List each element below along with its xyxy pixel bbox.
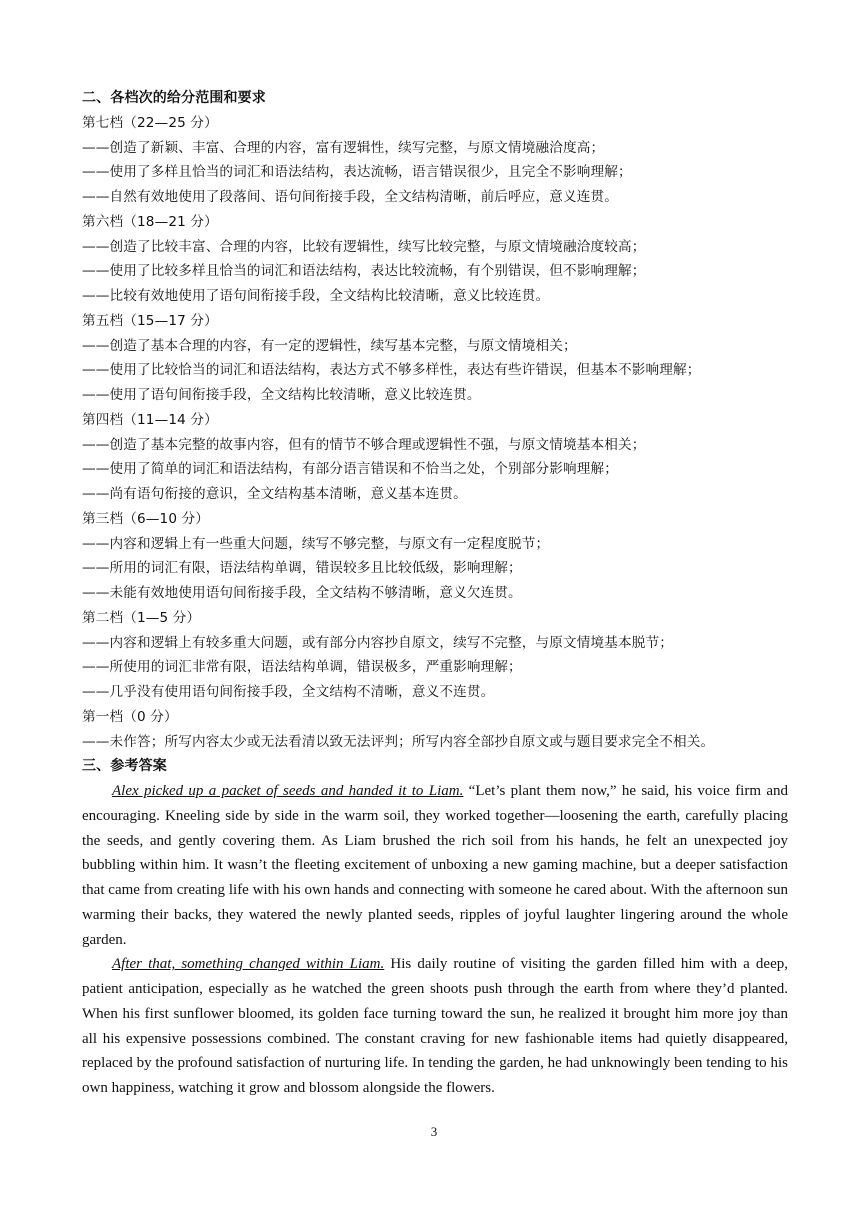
criterion-line: ——未作答；所写内容太少或无法看清以致无法评判；所写内容全部抄自原文或与题目要求完全不相关。 (82, 733, 715, 750)
band-7 (82, 111, 788, 210)
band-2 (82, 606, 788, 705)
band-4 (82, 408, 788, 507)
answer-paragraph-2 (82, 952, 788, 1101)
criterion-line: ——使用了语句间衔接手段，全文结构比较清晰，意义比较连贯。 (82, 387, 481, 403)
criterion-line: ——内容和逻辑上有一些重大问题，续写不够完整，与原文有一定程度脱节； (82, 535, 550, 552)
criterion-line: ——内容和逻辑上有较多重大问题，或有部分内容抄自原文，续写不完整，与原文情境基本脱节； (82, 634, 673, 651)
band-label: 第三档（6—10 分） (82, 510, 210, 527)
band-label: 第五档（15—17 分） (82, 312, 218, 329)
criterion-line: ——使用了多样且恰当的词汇和语法结构，表达流畅，语言错误很少，且完全不影响理解； (82, 164, 632, 181)
document-page (82, 86, 788, 1101)
criterion-line: ——创造了比较丰富、合理的内容，比较有逻辑性，续写比较完整，与原文情境融洽度较高； (82, 238, 646, 255)
criterion-line: ——使用了比较恰当的词汇和语法结构，表达方式不够多样性，表达有些许错误，但基本不影响理解； (82, 362, 701, 379)
band-label: 第二档（1—5 分） (82, 609, 201, 626)
criterion-line: ——比较有效地使用了语句间衔接手段，全文结构比较清晰，意义比较连贯。 (82, 288, 550, 304)
band-label: 第一档（0 分） (82, 708, 178, 725)
criterion-line: ——自然有效地使用了段落间、语句间衔接手段，全文结构清晰，前后呼应，意义连贯。 (82, 189, 619, 205)
criterion-line: ——使用了简单的词汇和语法结构，有部分语言错误和不恰当之处，个别部分影响理解； (82, 461, 619, 478)
paragraph-lead-sentence: Alex picked up a packet of seeds and handed it to Liam. (112, 783, 464, 799)
band-label: 第七档（22—25 分） (82, 114, 218, 131)
criterion-line: ——所用的词汇有限，语法结构单调，错误较多且比较低级，影响理解； (82, 560, 522, 577)
criterion-line: ——所使用的词汇非常有限，语法结构单调，错误极多，严重影响理解； (82, 659, 522, 676)
answer-paragraph-1 (82, 779, 788, 952)
band-1 (82, 705, 788, 755)
criterion-line: ——尚有语句衔接的意识，全文结构基本清晰，意义基本连贯。 (82, 486, 467, 502)
paragraph-body: His daily routine of visiting the garden filled him with a deep, patient anticipation, especially as he watched the green shoots push through the earth from where they’d planted. When his first sunflower bloomed, its golden face turning toward the sun, he realized it brought him more joy than all his expensive possessions combined. The constant craving for new fashionable items had quietly disappeared, replaced by the profound satisfaction of nurturing life. In tending the garden, he had unknowingly been tending to his own happiness, watching it grow and blossom alongside the flowers. (82, 956, 788, 1096)
criterion-line: ——创造了基本完整的故事内容，但有的情节不够合理或逻辑性不强，与原文情境基本相关； (82, 436, 646, 453)
criterion-line: ——创造了新颖、丰富、合理的内容，富有逻辑性，续写完整，与原文情境融洽度高； (82, 139, 605, 156)
criterion-line: ——未能有效地使用语句间衔接手段，全文结构不够清晰，意义欠连贯。 (82, 585, 522, 601)
band-label: 第四档（11—14 分） (82, 411, 218, 428)
criterion-line: ——使用了比较多样且恰当的词汇和语法结构，表达比较流畅，有个别错误，但不影响理解； (82, 263, 646, 280)
band-label: 第六档（18—21 分） (82, 213, 218, 230)
section-3-title: 三、参考答案 (82, 758, 167, 775)
band-5 (82, 309, 788, 408)
paragraph-body: “Let’s plant them now,” he said, his voice firm and encouraging. Kneeling side by side in the warm soil, they worked together—loosening the earth, carefully placing the seeds, and gently covering them. As Liam brushed the rich soil from his hands, he felt an unexpected joy bubbling within him. It wasn’t the fleeting excitement of unboxing a new gaming machine, but a deeper satisfaction that came from creating life with his own hands and connecting with someone he cared about. With the afternoon sun warming their backs, they watered the newly planted seeds, ripples of joyful laughter lingering around the whole garden. (82, 783, 788, 948)
criterion-line: ——几乎没有使用语句间衔接手段，全文结构不清晰，意义不连贯。 (82, 684, 495, 700)
criterion-line: ——创造了基本合理的内容，有一定的逻辑性，续写基本完整，与原文情境相关； (82, 337, 577, 354)
band-3 (82, 507, 788, 606)
page-number: 3 (430, 1124, 438, 1139)
band-6 (82, 210, 788, 309)
paragraph-lead-sentence: After that, something changed within Liam. (112, 956, 385, 973)
section-2-title: 二、各档次的给分范围和要求 (82, 90, 266, 106)
